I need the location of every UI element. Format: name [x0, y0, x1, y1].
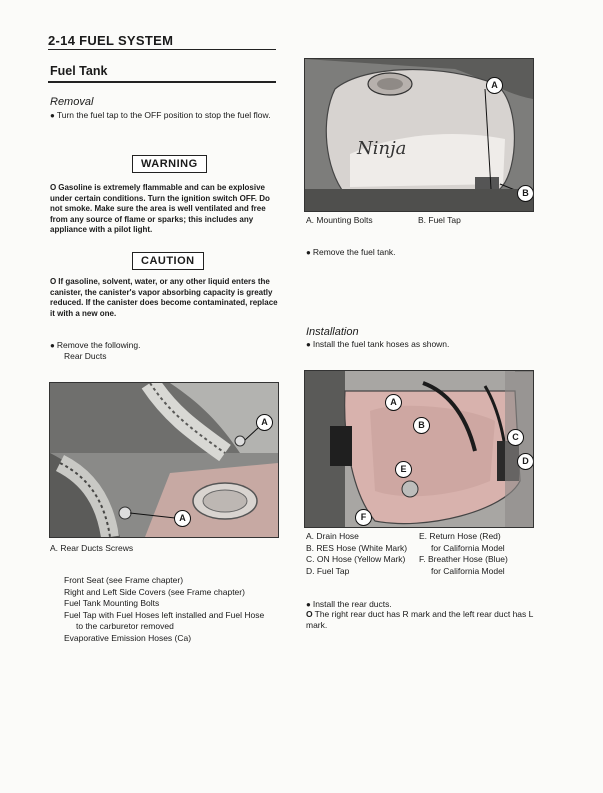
list-item: Right and Left Side Covers (see Frame chapter)	[64, 586, 245, 597]
list-item: Fuel Tap with Fuel Hoses left installed and Fuel Hose	[64, 609, 265, 620]
removal-heading: Removal	[50, 96, 94, 108]
page-header: 2-14 FUEL SYSTEM	[48, 33, 174, 48]
warning-text: O Gasoline is extremely flammable and can be explosive under certain conditions. Turn the ignition switch OFF. Do not smoke. Make sure the area is well ventilated and free from any source of flame or sparks; this includes any appliance with a pilot light.	[50, 183, 278, 236]
fuel-tank-photo	[304, 58, 534, 212]
hoses-captions-right	[419, 531, 544, 577]
callout-f-hoses: F	[355, 509, 372, 526]
tank-caption-b: B. Fuel Tap	[418, 215, 461, 225]
remove-tank-step: ● Remove the fuel tank.	[306, 247, 396, 258]
remove-item: Rear Ducts	[64, 351, 107, 361]
caption-line: A. Drain Hose	[306, 531, 359, 541]
section-title: Fuel Tank	[50, 64, 108, 78]
header-rule	[48, 49, 276, 50]
caption-line: C. ON Hose (Yellow Mark)	[306, 554, 406, 564]
caption-line: for California Model	[431, 542, 505, 553]
hoses-captions-left	[306, 531, 421, 577]
callout-a-hoses: A	[385, 394, 402, 411]
installation-heading: Installation	[306, 326, 359, 338]
removal-list	[64, 575, 284, 644]
hoses-photo	[304, 370, 534, 528]
callout-b-tank: B	[517, 185, 534, 202]
removal-step-1: ● Turn the fuel tap to the OFF position to stop the fuel flow.	[50, 110, 278, 121]
caption-line: B. RES Hose (White Mark)	[306, 542, 408, 553]
caption-line: F. Breather Hose (Blue)	[419, 554, 508, 564]
callout-a-lower: A	[174, 510, 191, 527]
warning-box: WARNING	[132, 155, 207, 173]
tank-logo-text: Ninja	[357, 138, 407, 159]
callout-d-hoses: D	[517, 453, 534, 470]
remove-following: ● Remove the following.	[50, 340, 140, 351]
list-item: Fuel Tank Mounting Bolts	[64, 598, 160, 608]
rear-duct-note: O The right rear duct has R mark and the left rear duct has L mark.	[306, 609, 541, 631]
list-item: Evaporative Emission Hoses (Ca)	[64, 632, 192, 643]
caption-line: D. Fuel Tap	[306, 565, 350, 576]
caution-text: O If gasoline, solvent, water, or any other liquid enters the canister, the canister's vapor absorbing capacity is greatly reduced. If the canister does become contaminated, replace it with a new one.	[50, 277, 278, 319]
callout-e-hoses: E	[395, 461, 412, 478]
callout-b-hoses: B	[413, 417, 430, 434]
list-item: Front Seat (see Frame chapter)	[64, 575, 184, 585]
callout-a-tank: A	[486, 77, 503, 94]
rear-ducts-caption: A. Rear Ducts Screws	[50, 543, 134, 553]
list-item: to the carburetor removed	[76, 621, 174, 631]
caution-box: CAUTION	[132, 252, 204, 270]
tank-caption-a: A. Mounting Bolts	[306, 215, 373, 225]
install-rear-ducts: ● Install the rear ducts.	[306, 599, 392, 610]
rear-ducts-photo	[49, 382, 279, 538]
install-step: ● Install the fuel tank hoses as shown.	[306, 339, 449, 350]
callout-a-upper: A	[256, 414, 273, 431]
caption-line: for California Model	[431, 565, 505, 576]
hoses-illustration	[305, 371, 533, 527]
callout-c-hoses: C	[507, 429, 524, 446]
section-rule	[48, 81, 276, 83]
caption-line: E. Return Hose (Red)	[419, 531, 501, 541]
rear-ducts-illustration	[50, 383, 278, 537]
